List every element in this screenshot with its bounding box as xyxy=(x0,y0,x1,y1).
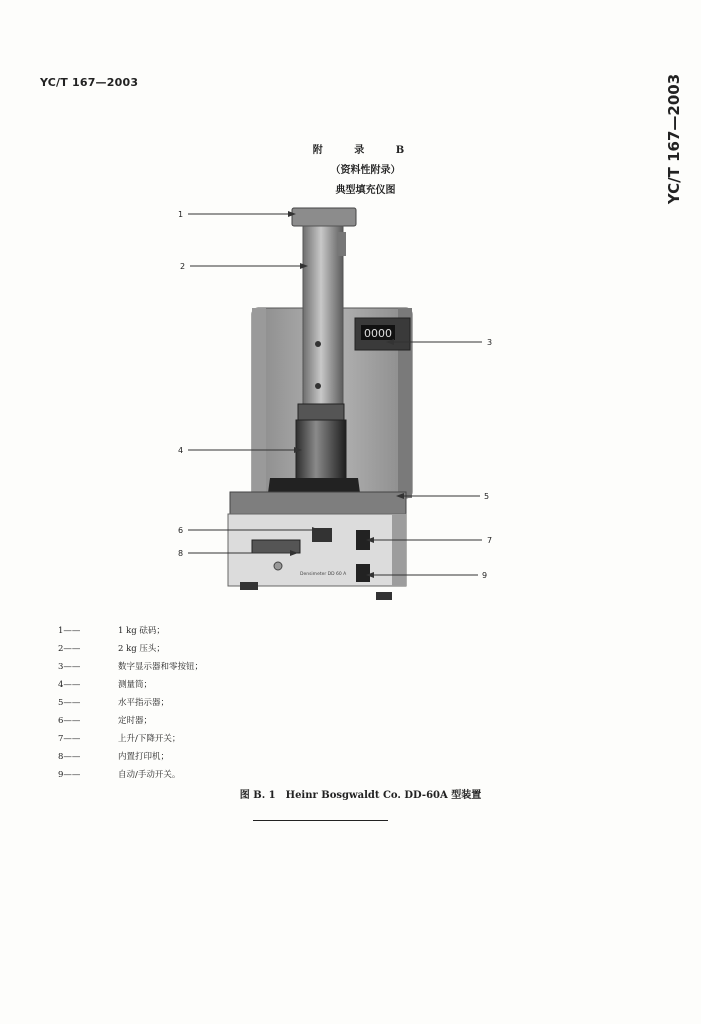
standard-code-header: YC/T 167—2003 xyxy=(40,76,139,89)
legend-item xyxy=(58,750,203,768)
display-value: 0000 xyxy=(364,327,392,340)
callout-5: 5 xyxy=(484,492,490,501)
legend-text: 水平指示器； xyxy=(118,698,170,708)
legend-list xyxy=(58,624,203,786)
device-base xyxy=(228,492,406,600)
callout-9: 9 xyxy=(482,571,488,580)
legend-item xyxy=(58,678,203,696)
legend-text: 数字显示器和零按钮； xyxy=(118,662,204,672)
legend-num: 3—— xyxy=(58,662,81,672)
legend-text: 1 kg 砝码； xyxy=(118,626,165,636)
legend-num: 5—— xyxy=(58,698,81,708)
callout-1: 1 xyxy=(178,210,184,219)
legend-text: 上升/下降开关； xyxy=(118,734,181,744)
legend-num: 1—— xyxy=(58,626,81,636)
figure-caption: 图 B. 1 Heinr Bosgwaldt Co. DD-60A 型装置 xyxy=(239,790,482,801)
legend-item xyxy=(58,624,203,642)
appendix-heading: 典型填充仪图 xyxy=(335,185,396,196)
legend-num: 4—— xyxy=(58,680,81,690)
standard-code-side: YC/T 167—2003 xyxy=(665,73,683,205)
legend-item xyxy=(58,714,203,732)
legend-text: 2 kg 压头； xyxy=(118,644,165,654)
callout-7: 7 xyxy=(487,536,493,545)
callout-8: 8 xyxy=(178,549,184,558)
appendix-title: 附 录 B xyxy=(312,145,419,156)
panel-label: Densimeter DD 60 A xyxy=(300,572,347,577)
legend-item xyxy=(58,696,203,714)
legend-text: 测量筒； xyxy=(118,680,153,690)
legend-text: 定时器； xyxy=(118,716,153,726)
callout-2: 2 xyxy=(180,262,186,271)
digital-display xyxy=(355,318,410,350)
legend-num: 6—— xyxy=(58,716,81,726)
legend-num: 2—— xyxy=(58,644,81,654)
callout-3: 3 xyxy=(487,338,493,347)
legend-num: 8—— xyxy=(58,752,81,762)
appendix-subtitle: （资料性附录） xyxy=(330,165,401,176)
legend-item xyxy=(58,768,203,786)
callout-6: 6 xyxy=(178,526,184,535)
callout-4: 4 xyxy=(178,446,184,455)
legend-num: 9—— xyxy=(58,770,81,780)
legend-num: 7—— xyxy=(58,734,81,744)
legend-item xyxy=(58,732,203,750)
legend-item xyxy=(58,642,203,660)
legend-text: 自动/手动开关。 xyxy=(118,770,181,780)
legend-item xyxy=(58,660,203,678)
legend-text: 内置打印机； xyxy=(118,752,170,762)
end-rule xyxy=(253,820,388,821)
